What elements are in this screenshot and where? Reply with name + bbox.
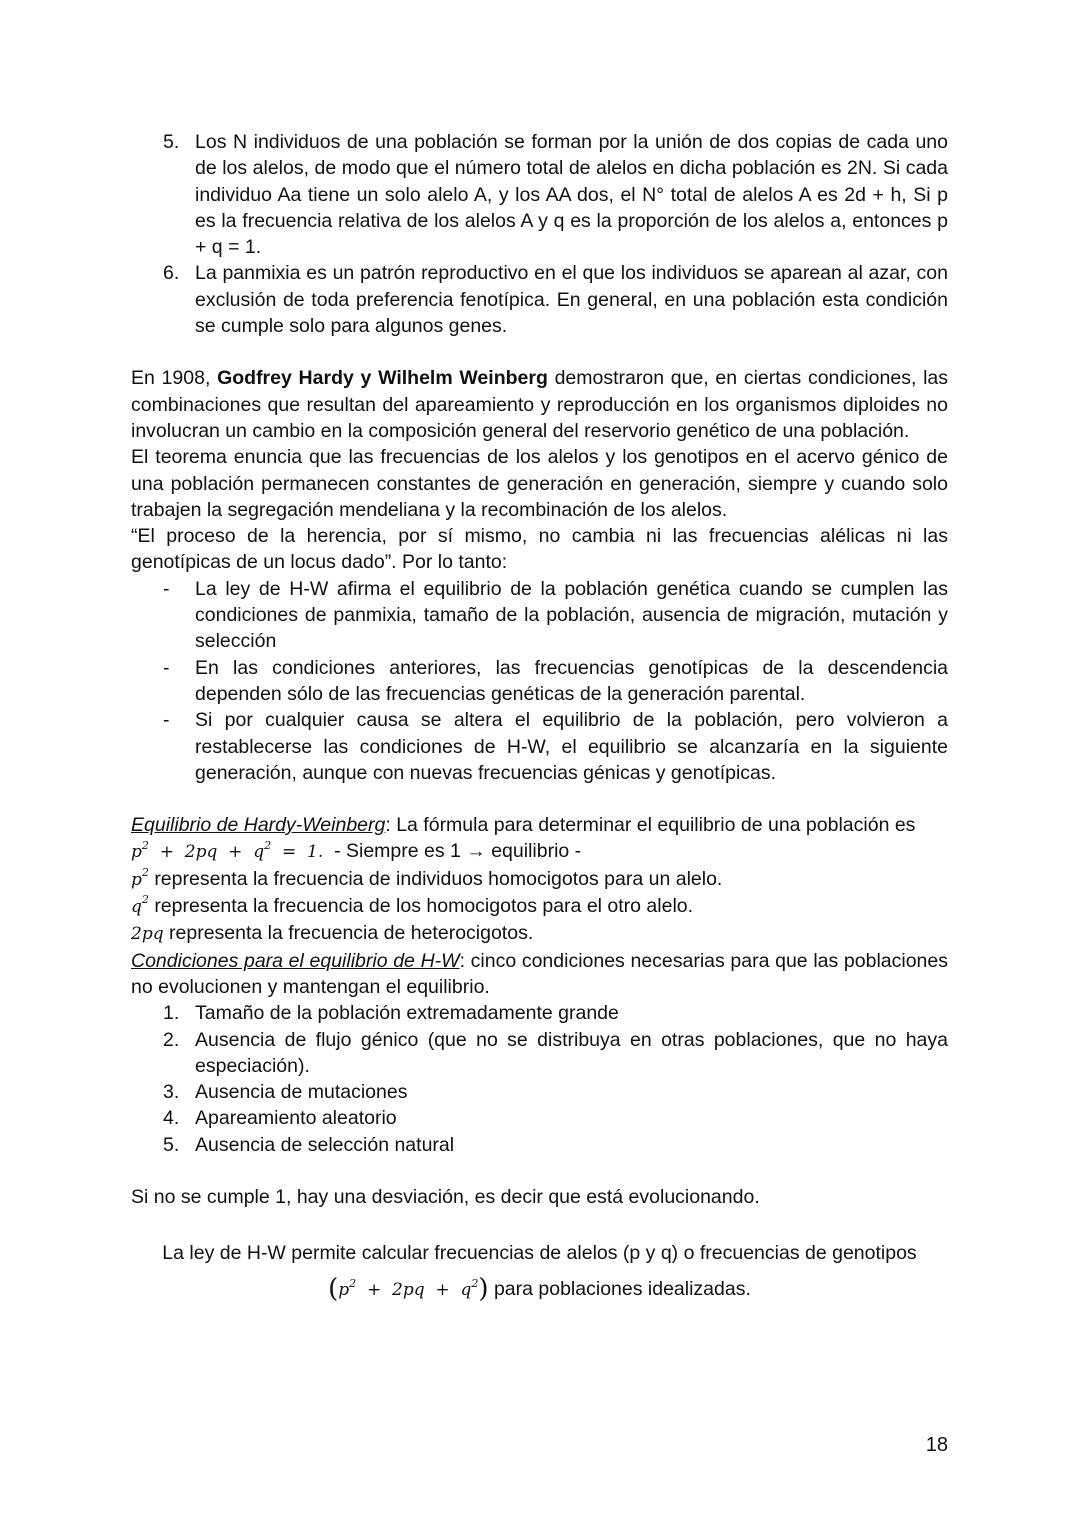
para-text: representa la frecuencia de individuos homocigotos para un alelo. bbox=[154, 867, 723, 890]
list-item bbox=[131, 260, 948, 339]
section-title-condiciones: Condiciones para el equilibrio de H-W bbox=[131, 949, 460, 972]
para-text: : cinco condiciones necesarias para que las poblaciones no evolucionen y mantengan el equilibrio. bbox=[131, 949, 948, 998]
list-item bbox=[131, 1079, 948, 1105]
list-number: 2. bbox=[163, 1028, 180, 1051]
list-text: Apareamiento aleatorio bbox=[195, 1107, 397, 1130]
paragraph-teorema: El teorema enuncia que las frecuencias de los alelos y los genotipos en el acervo génico de una población permanecen constantes de generación en generación, siempre y cuando solo trabajen la segregación mendeliana y la recombinación de los alelos. bbox=[131, 446, 948, 521]
list-number: 1. bbox=[163, 1002, 180, 1025]
para-text: para poblaciones idealizadas. bbox=[493, 1278, 751, 1301]
dash-bullet: - bbox=[163, 709, 170, 732]
list-item bbox=[131, 707, 948, 786]
list-number: 3. bbox=[163, 1081, 180, 1104]
dash-bullet: - bbox=[163, 656, 170, 679]
closing-line-1: La ley de H-W permite calcular frecuencias de alelos (p y q) o frecuencias de genotipos bbox=[162, 1242, 917, 1265]
para-text: representa la frecuencia de heterocigotos. bbox=[169, 922, 534, 945]
para-text: En 1908, bbox=[131, 367, 218, 390]
para-text: : La fórmula para determinar el equilibrio de una población es bbox=[385, 814, 916, 837]
list-text: Ausencia de flujo génico (que no se distribuya en otras poblaciones, que no haya especiación). bbox=[195, 1028, 948, 1077]
list-number: 6. bbox=[163, 262, 180, 285]
equilibrio-heading bbox=[131, 812, 948, 838]
bold-names: Godfrey Hardy y Wilhelm Weinberg bbox=[217, 367, 548, 390]
para-text: demostraron que, en ciertas condiciones, las combinaciones que resultan del apareamiento y reproducción en los organismos diploides no involucran un cambio en la composición general del reservorio genético de una población. bbox=[131, 367, 949, 442]
formula: $p^2 + 2pq + q^2 = 1$. bbox=[131, 838, 324, 863]
page-number: 18 bbox=[925, 1434, 948, 1456]
list-text: Los N individuos de una población se forman por la unión de dos copias de cada uno de los alelos, de modo que el número total de alelos en dicha población es 2N. Si cada individuo Aa tiene un solo alelo A, y los AA dos, el N° total de alelos A es 2d + h, Si p es la frecuencia relativa de los alelos A y q es la proporción de los alelos a, entonces p + q = 1. bbox=[195, 131, 948, 259]
formula-line bbox=[131, 838, 948, 865]
list-number: 5. bbox=[163, 131, 180, 153]
section-title-equilibrio: Equilibrio de Hardy-Weinberg bbox=[131, 814, 386, 837]
paragraph-quote: “El proceso de la herencia, por sí mismo, no cambia ni las frecuencias alélicas ni las genotípicas de un locus dado”. Por lo tanto: bbox=[131, 525, 948, 574]
document-body bbox=[131, 129, 948, 1307]
list-text: Ausencia de selección natural bbox=[195, 1133, 455, 1156]
formula-paren: $(p^2 + 2pq + q^2)$ bbox=[328, 1274, 489, 1305]
list-text: Tamaño de la población extremadamente grande bbox=[195, 1002, 619, 1025]
list-item bbox=[131, 655, 948, 708]
condiciones-heading bbox=[131, 948, 948, 1001]
list-number: 5. bbox=[163, 1133, 180, 1156]
para-text: representa la frecuencia de los homocigotos para el otro alelo. bbox=[154, 895, 694, 918]
numbered-list-condiciones bbox=[131, 1000, 948, 1158]
p2-line: $p^2$ representa la frecuencia de individuos homocigotos para un alelo. bbox=[131, 866, 723, 890]
list-text: Si por cualquier causa se altera el equilibrio de la población, pero volvieron a restablecerse las condiciones de H-W, el equilibrio se alcanzaría en la siguiente generación, aunque con nuevas frecuencias génicas y genotípicas. bbox=[195, 709, 948, 784]
pq-line: 2pq representa la frecuencia de heterocigotos. bbox=[131, 922, 534, 945]
dash-bullet: - bbox=[163, 577, 170, 600]
list-number: 4. bbox=[163, 1107, 180, 1130]
dash-list bbox=[131, 576, 948, 786]
list-text: La panmixia es un patrón reproductivo en el que los individuos se aparean al azar, con exclusión de toda preferencia fenotípica. En general, en una población esta condición se cumple solo para algunos genes. bbox=[195, 262, 948, 338]
q2-line: $q^2$ representa la frecuencia de los homocigotos para el otro alelo. bbox=[131, 893, 694, 918]
list-item bbox=[131, 1000, 948, 1026]
list-item bbox=[131, 129, 948, 260]
list-item bbox=[131, 1132, 948, 1158]
paragraph-hardy-weinberg bbox=[131, 365, 948, 444]
list-text: La ley de H-W afirma el equilibrio de la población genética cuando se cumplen las condiciones de panmixia, tamaño de la población, ausencia de migración, mutación y selección bbox=[195, 577, 948, 653]
list-text: Ausencia de mutaciones bbox=[195, 1081, 408, 1104]
list-text: En las condiciones anteriores, las frecuencias genotípicas de la descendencia dependen sólo de las frecuencias genéticas de la generación parental. bbox=[195, 656, 948, 705]
numbered-list-top bbox=[131, 129, 948, 339]
list-item bbox=[131, 576, 948, 655]
list-item bbox=[131, 1105, 948, 1131]
closing-line-2 bbox=[131, 1270, 948, 1307]
formula-note: - Siempre es 1 → equilibrio - bbox=[334, 840, 582, 863]
paragraph-desviacion: Si no se cumple 1, hay una desviación, es decir que está evolucionando. bbox=[131, 1185, 760, 1208]
list-item bbox=[131, 1027, 948, 1080]
